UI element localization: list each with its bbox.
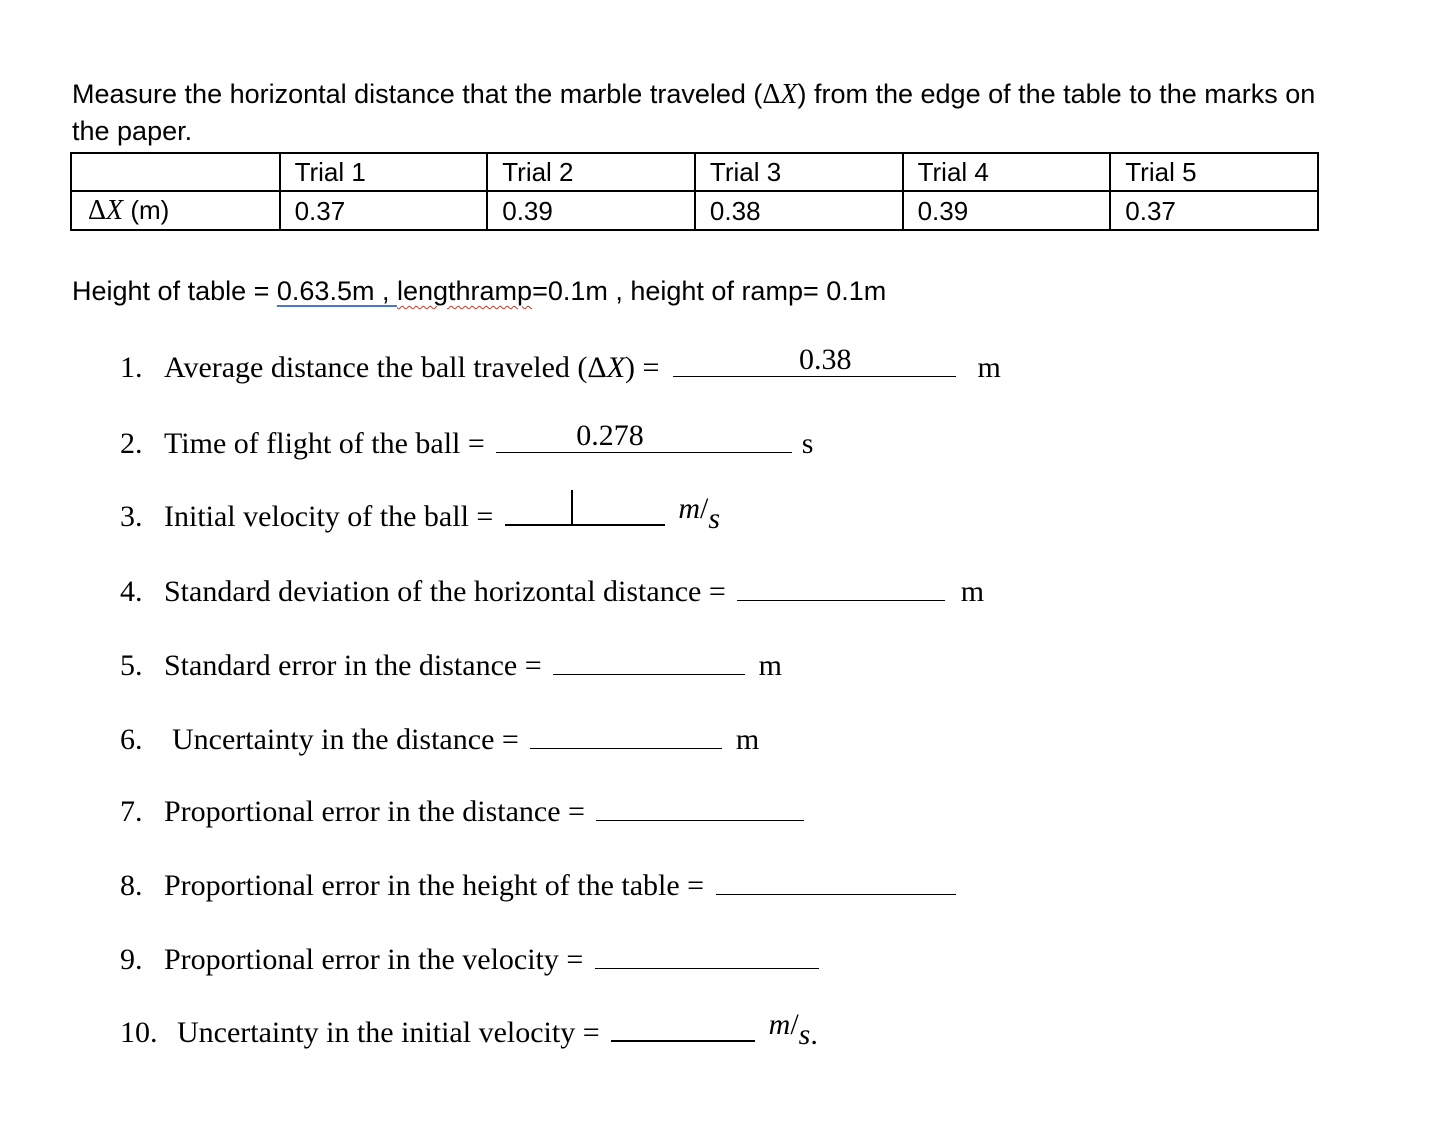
question-3-answer-blank[interactable] bbox=[505, 498, 665, 526]
question-3-number: 3. bbox=[120, 500, 143, 533]
table-row bbox=[71, 191, 1318, 230]
question-10-unit-den: s bbox=[798, 1018, 811, 1051]
trial-5-value[interactable]: 0.37 bbox=[1110, 191, 1318, 230]
row-x-symbol: X bbox=[106, 195, 124, 226]
instructions-text-2: ) from the edge of the table to the marks on the paper. bbox=[72, 79, 1316, 146]
question-2-unit: s bbox=[801, 427, 814, 460]
question-8 bbox=[120, 868, 956, 904]
question-5-unit: m bbox=[758, 649, 782, 682]
ramp-label-misspelled: lengthramp bbox=[396, 276, 533, 306]
question-3-text: Initial velocity of the ball = bbox=[164, 500, 494, 533]
question-5-answer-blank[interactable] bbox=[553, 648, 745, 675]
trial-4-value[interactable]: 0.39 bbox=[903, 191, 1111, 230]
instructions-paragraph bbox=[72, 76, 1342, 150]
question-10-unit-period: . bbox=[810, 1018, 818, 1051]
row-label-delta-x[interactable] bbox=[71, 191, 280, 230]
table-header-trial-1[interactable]: Trial 1 bbox=[280, 153, 488, 191]
height-prefix: Height of table = bbox=[72, 276, 277, 306]
table-header-trial-2[interactable]: Trial 2 bbox=[487, 153, 695, 191]
question-6-unit: m bbox=[735, 723, 760, 756]
question-1-x: X bbox=[606, 351, 626, 384]
question-1-answer: 0.38 bbox=[798, 343, 852, 376]
instructions-text-1: Measure the horizontal distance that the marble traveled ( bbox=[72, 79, 763, 109]
trial-distance-table bbox=[70, 152, 1319, 231]
trial-1-value[interactable]: 0.37 bbox=[280, 191, 488, 230]
question-1 bbox=[120, 343, 1001, 386]
question-5-text: Standard error in the distance = bbox=[164, 649, 542, 682]
question-9-text: Proportional error in the velocity = bbox=[164, 943, 584, 976]
question-9 bbox=[120, 942, 819, 978]
question-3-unit-den: s bbox=[708, 502, 721, 535]
table-header-trial-5[interactable]: Trial 5 bbox=[1110, 153, 1318, 191]
question-2-answer-blank[interactable] bbox=[496, 419, 792, 453]
question-4-unit: m bbox=[960, 575, 985, 608]
question-1-close: ) = bbox=[625, 351, 660, 384]
question-9-number: 9. bbox=[120, 943, 143, 976]
question-4 bbox=[120, 574, 984, 610]
question-1-unit: m bbox=[977, 351, 1001, 384]
question-6-answer-blank[interactable] bbox=[530, 722, 722, 749]
height-separator: , bbox=[374, 276, 397, 306]
question-1-delta: Δ bbox=[587, 351, 607, 384]
trial-2-value[interactable]: 0.39 bbox=[487, 191, 695, 230]
question-7-text: Proportional error in the distance = bbox=[164, 795, 585, 828]
delta-symbol: Δ bbox=[762, 79, 781, 110]
question-5 bbox=[120, 648, 782, 684]
question-3 bbox=[120, 492, 721, 535]
question-6-number: 6. bbox=[120, 723, 143, 756]
question-1-text: Average distance the ball traveled ( bbox=[164, 351, 588, 384]
question-2 bbox=[120, 419, 814, 462]
question-1-answer-blank[interactable] bbox=[673, 343, 956, 377]
table-header-trial-3[interactable]: Trial 3 bbox=[695, 153, 903, 191]
row-unit: (m) bbox=[123, 195, 170, 225]
height-of-table-line[interactable] bbox=[72, 276, 886, 307]
question-7 bbox=[120, 794, 804, 830]
question-8-text: Proportional error in the height of the table = bbox=[164, 869, 705, 902]
question-7-answer-blank[interactable] bbox=[596, 794, 804, 821]
row-delta-symbol: Δ bbox=[88, 195, 107, 226]
question-9-answer-blank[interactable] bbox=[595, 942, 819, 969]
question-10-answer-blank[interactable] bbox=[611, 1014, 755, 1042]
table-height-value: 0.63.5m bbox=[276, 276, 375, 306]
question-8-answer-blank[interactable] bbox=[716, 868, 956, 895]
question-2-answer: 0.278 bbox=[576, 419, 644, 452]
question-1-number: 1. bbox=[120, 351, 143, 384]
question-2-number: 2. bbox=[120, 427, 143, 460]
question-10-text: Uncertainty in the initial velocity = bbox=[177, 1016, 600, 1049]
question-6-text: Uncertainty in the distance = bbox=[172, 723, 519, 756]
question-4-number: 4. bbox=[120, 575, 143, 608]
question-5-number: 5. bbox=[120, 649, 143, 682]
x-symbol: X bbox=[780, 79, 798, 110]
question-4-answer-blank[interactable] bbox=[737, 574, 945, 601]
ramp-values: =0.1m , height of ramp= 0.1m bbox=[532, 276, 887, 306]
question-4-text: Standard deviation of the horizontal distance = bbox=[164, 575, 726, 608]
question-6 bbox=[120, 722, 759, 758]
question-10-number: 10. bbox=[120, 1016, 158, 1049]
table-header-row bbox=[71, 153, 1318, 191]
question-3-unit-fraction: m/s bbox=[678, 492, 721, 535]
table-header-trial-4[interactable]: Trial 4 bbox=[903, 153, 1111, 191]
question-2-text: Time of flight of the ball = bbox=[164, 427, 485, 460]
question-8-number: 8. bbox=[120, 869, 143, 902]
question-10 bbox=[120, 1008, 818, 1051]
question-10-unit-num: m bbox=[768, 1008, 791, 1041]
question-7-number: 7. bbox=[120, 795, 143, 828]
question-3-unit-num: m bbox=[678, 492, 700, 525]
table-header-blank bbox=[71, 153, 280, 191]
question-10-unit-fraction: m/s. bbox=[768, 1008, 818, 1051]
trial-3-value[interactable]: 0.38 bbox=[695, 191, 903, 230]
text-cursor bbox=[571, 490, 573, 524]
